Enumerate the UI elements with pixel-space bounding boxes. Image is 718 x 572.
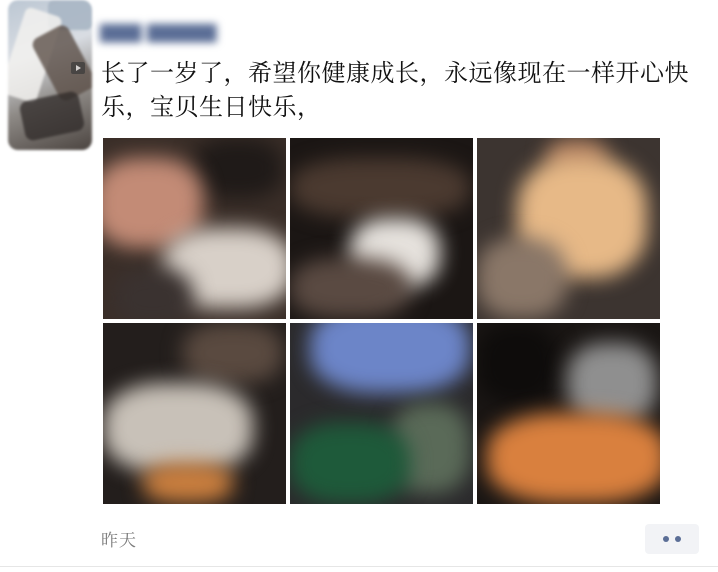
photo-thumbnail[interactable] [290, 323, 473, 504]
post-timestamp: 昨天 [101, 531, 137, 551]
photo-thumbnail[interactable] [103, 323, 286, 504]
more-dots-icon [675, 536, 681, 542]
photo-grid [103, 138, 661, 504]
divider [0, 566, 718, 567]
more-button[interactable] [645, 524, 699, 554]
photo-thumbnail[interactable] [477, 138, 660, 319]
post-text: 长了一岁了，希望你健康成长，永远像现在一样开心快乐，宝贝生日快乐， [101, 59, 689, 121]
photo-thumbnail[interactable] [103, 138, 286, 319]
photo-thumbnail[interactable] [477, 323, 660, 504]
username[interactable]: ▇▇▇ ▇▇▇▇▇ [100, 22, 217, 43]
more-dots-icon [663, 536, 669, 542]
photo-thumbnail[interactable] [290, 138, 473, 319]
play-icon [70, 60, 86, 76]
